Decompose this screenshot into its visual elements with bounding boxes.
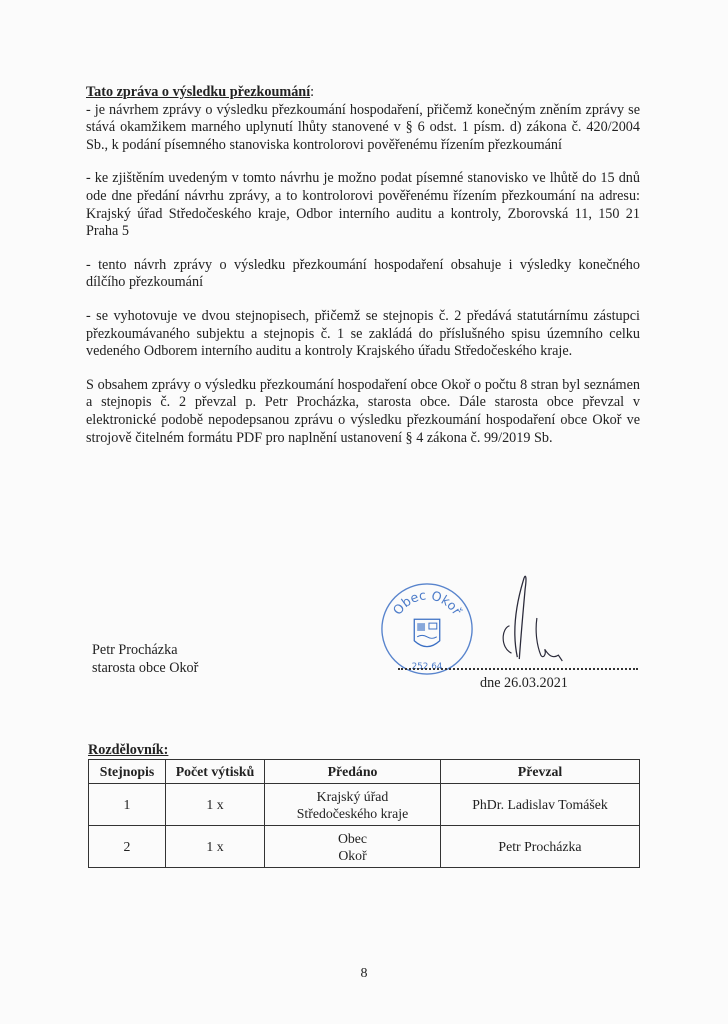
table-row xyxy=(89,784,640,826)
paragraph-acknowledgement: S obsahem zprávy o výsledku přezkoumání hospodaření obce Okoř o počtu 8 stran byl seznámen a stejnopis č. 2 převzal p. Petr Procházka, starosta obce. Dále starosta obce převzal v elektronické podobě nepodepsanou zprávu o výsledku přezkoumání hospodaření obce Okoř ve strojově čitelném formátu PDF pro naplnění ustanovení § 4 zákona č. 99/2019 Sb. xyxy=(86,376,640,446)
handwritten-signature-icon xyxy=(488,570,576,665)
cell-copy: 1 xyxy=(89,784,166,826)
paragraph-partial-review: - tento návrh zprávy o výsledku přezkoumání hospodaření obsahuje i výsledky konečného dílčího přezkoumání xyxy=(86,256,640,291)
cell-received-by: PhDr. Ladislav Tomášek xyxy=(441,784,640,826)
cell-received-by: Petr Procházka xyxy=(441,826,640,868)
header-received-by: Převzal xyxy=(441,760,640,784)
signatory-block xyxy=(92,641,198,677)
header-count: Počet výtisků xyxy=(166,760,265,784)
heading-colon: : xyxy=(310,84,315,100)
paragraph-objections: - ke zjištěním uvedeným v tomto návrhu je možno podat písemné stanovisko ve lhůtě do 15 dnů ode dne předání návrhu zprávy, a to kontrolorovi pověřenému řízením přezkoumání na adresu: Krajský úřad Středočeského kraje, Odbor interního auditu a kontroly, Zborovská 11, 150 21 Praha 5 xyxy=(86,170,640,240)
report-heading-line xyxy=(86,84,640,102)
cell-copy: 2 xyxy=(89,826,166,868)
given-to-line: Obec xyxy=(337,830,368,846)
distribution-title: Rozdělovník: xyxy=(88,742,169,758)
cell-count: 1 x xyxy=(166,784,265,826)
table-row xyxy=(89,826,640,868)
cell-given-to xyxy=(265,784,441,826)
paragraph-copies: - se vyhotovuje ve dvou stejnopisech, přičemž se stejnopis č. 2 předává statutárnímu zástupci přezkoumávaného subjektu a stejnopis č. 1 se zakládá do příslušného spisu územního celku vedeného Odborem interního auditu a kontroly Krajského úřadu Středočeského kraje. xyxy=(86,307,640,360)
signature-date: dne 26.03.2021 xyxy=(480,675,568,691)
table-header-row xyxy=(89,760,640,784)
stamp-number: 252 64 xyxy=(411,662,443,673)
stamp-text: Obec Okoř xyxy=(390,588,464,619)
page-number: 8 xyxy=(360,966,368,981)
report-heading: Tato zpráva o výsledku přezkoumání xyxy=(86,84,311,100)
report-body xyxy=(86,84,640,447)
header-given-to: Předáno xyxy=(265,760,441,784)
signatory-name: Petr Procházka xyxy=(92,642,178,658)
paragraph-proposal: - je návrhem zprávy o výsledku přezkoumání hospodaření, přičemž konečným zněním zprávy se stává okamžikem marného uplynutí lhůty stanovené v § 6 odst. 1 písm. d) zákona č. 420/2004 Sb., k podání písemného stanoviska kontrolorovi pověřenému řízením přezkoumání xyxy=(86,101,640,153)
signature-line xyxy=(398,652,638,673)
given-to-line: Středočeského kraje xyxy=(296,805,409,821)
given-to-line: Krajský úřad xyxy=(316,788,389,804)
header-copy: Stejnopis xyxy=(89,760,166,784)
cell-count: 1 x xyxy=(166,826,265,868)
cell-given-to xyxy=(265,826,441,868)
given-to-line: Okoř xyxy=(338,847,367,863)
signatory-role: starosta obce Okoř xyxy=(92,660,199,676)
distribution-table xyxy=(88,759,640,868)
